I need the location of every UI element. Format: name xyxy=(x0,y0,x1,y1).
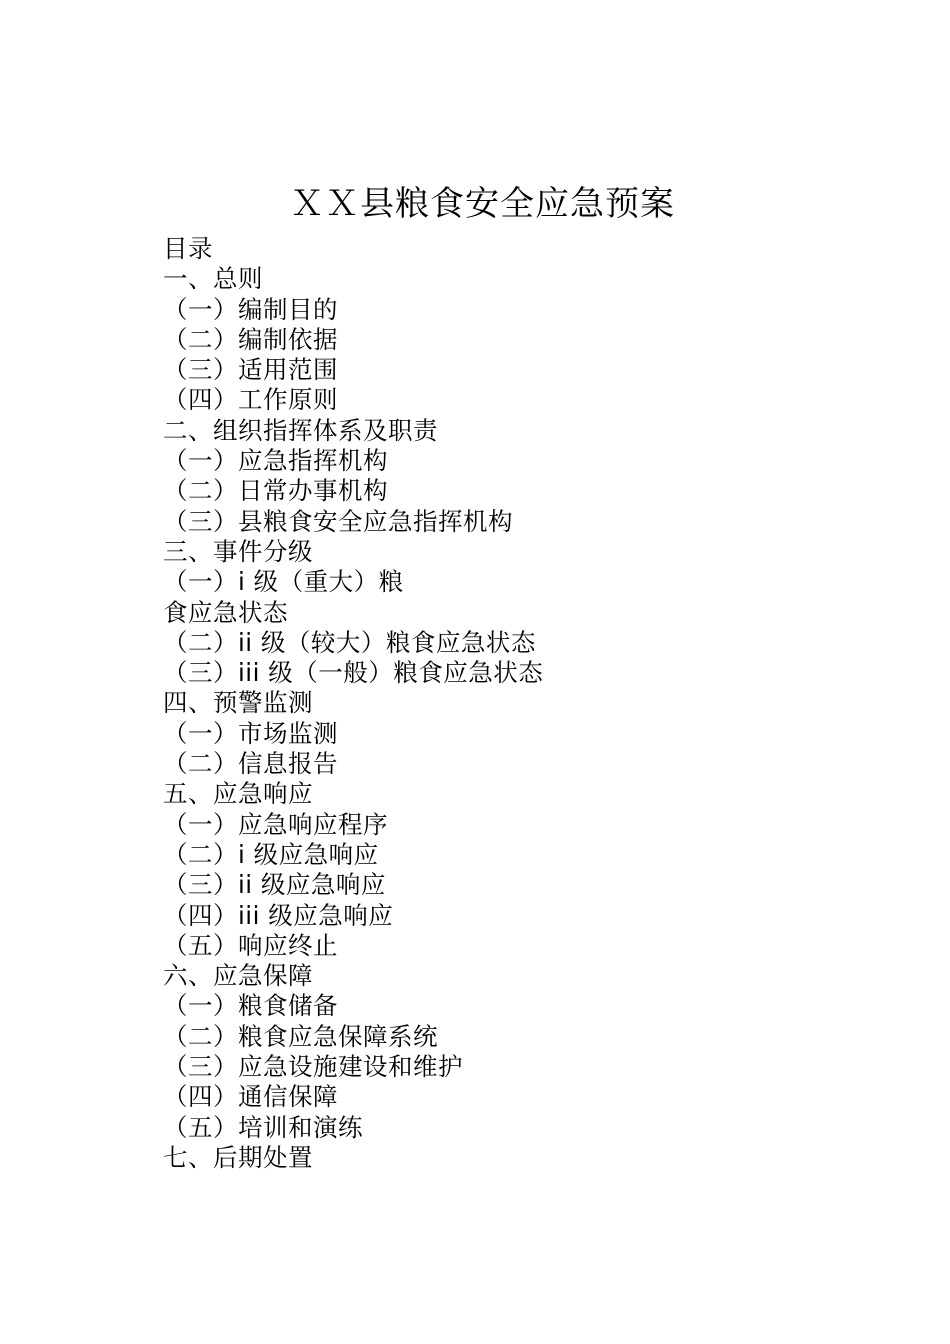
toc-entry: （一）应急响应程序 xyxy=(163,809,388,839)
toc-entry: （五）培训和演练 xyxy=(163,1112,363,1142)
toc-entry: （一）编制目的 xyxy=(163,294,338,324)
toc-entry: （一）i 级（重大）粮 xyxy=(163,567,404,597)
toc-entry: 三、事件分级 xyxy=(163,536,313,566)
toc-entry: 五、应急响应 xyxy=(163,779,313,809)
toc-entry: 六、应急保障 xyxy=(163,961,313,991)
toc-entry: 四、预警监测 xyxy=(163,688,313,718)
toc-entry: 二、组织指挥体系及职责 xyxy=(163,415,438,445)
toc-entry: （三）应急设施建设和维护 xyxy=(163,1052,463,1082)
document-title: ＸＸ县粮食安全应急预案 xyxy=(290,184,675,224)
toc-entry: 七、后期处置 xyxy=(163,1142,313,1172)
toc-entry: （四）工作原则 xyxy=(163,385,338,415)
toc-entry: （一）应急指挥机构 xyxy=(163,446,388,476)
toc-entry: （三）县粮食安全应急指挥机构 xyxy=(163,506,513,536)
toc-entry: （四）通信保障 xyxy=(163,1082,338,1112)
toc-entry: （三）ii 级应急响应 xyxy=(163,870,386,900)
toc-entry: 一、总则 xyxy=(163,264,263,294)
toc-entry: （二）i 级应急响应 xyxy=(163,839,379,869)
toc-heading: 目录 xyxy=(163,234,213,263)
toc-entry: （一）粮食储备 xyxy=(163,991,338,1021)
toc-entry: （二）信息报告 xyxy=(163,749,338,779)
toc-entry: （三）iii 级（一般）粮食应急状态 xyxy=(163,658,544,688)
toc-entry: （二）粮食应急保障系统 xyxy=(163,1021,438,1051)
toc-entry: （二）ii 级（较大）粮食应急状态 xyxy=(163,627,536,657)
toc-entry: （三）适用范围 xyxy=(163,355,338,385)
toc-entry: （四）iii 级应急响应 xyxy=(163,900,394,930)
toc-entry: （二）编制依据 xyxy=(163,324,338,354)
toc-entry: （二）日常办事机构 xyxy=(163,476,388,506)
toc-entry: （五）响应终止 xyxy=(163,930,338,960)
toc-entry: （一）市场监测 xyxy=(163,718,338,748)
table-of-contents xyxy=(163,234,883,1173)
toc-entry: 食应急状态 xyxy=(163,597,288,627)
